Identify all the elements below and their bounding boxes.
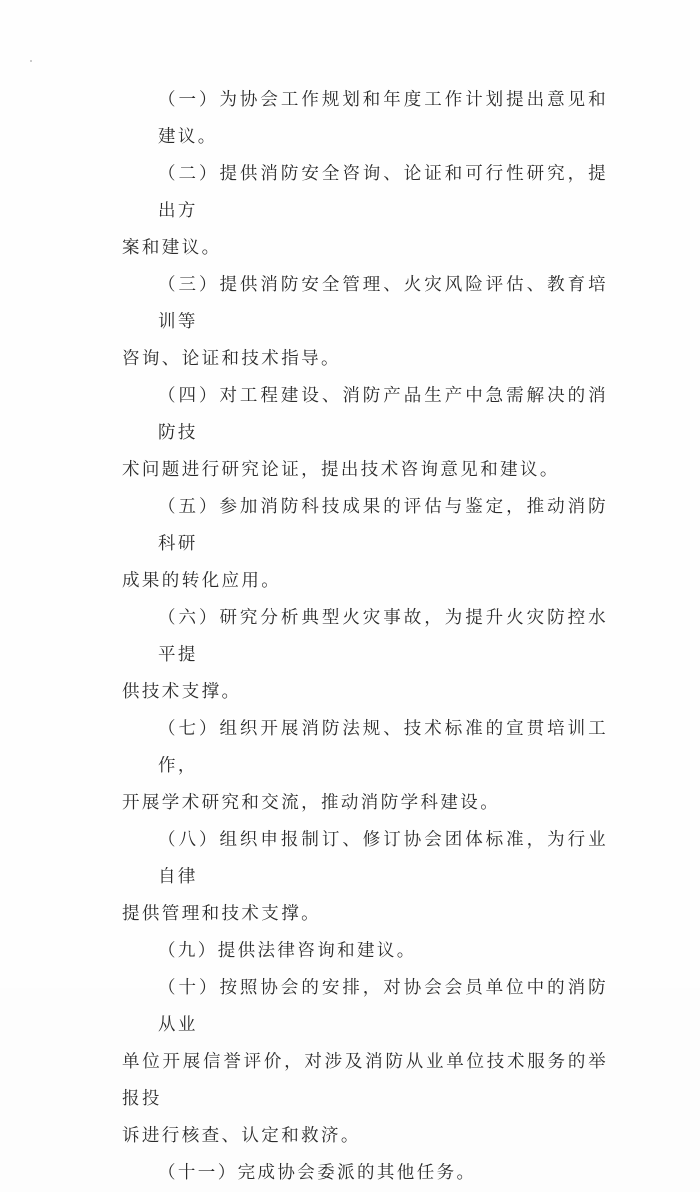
paragraph-line: 咨询、论证和技术指导。 xyxy=(122,349,341,369)
paragraph-line: 提供管理和技术支撑。 xyxy=(122,904,321,924)
paragraph-line: 诉进行核查、认定和救济。 xyxy=(122,1126,361,1146)
paragraph-line: （六）研究分析典型火灾事故，为提升火灾防控水平提 xyxy=(158,608,608,665)
paragraph-10 xyxy=(122,970,608,1155)
paragraph-line: （九）提供法律咨询和建议。 xyxy=(158,941,417,961)
paragraph-1 xyxy=(122,82,608,156)
paragraph-line: （五）参加消防科技成果的评估与鉴定，推动消防科研 xyxy=(158,497,608,554)
paragraph-line: （十）按照协会的安排，对协会会员单位中的消防从业 xyxy=(158,978,608,1035)
paragraph-9 xyxy=(122,933,608,970)
document-body xyxy=(122,82,608,1192)
paragraph-line: （一）为协会工作规划和年度工作计划提出意见和建议。 xyxy=(158,90,608,147)
paragraph-line: （八）组织申报制订、修订协会团体标准，为行业自律 xyxy=(158,830,608,887)
paragraph-line: 单位开展信誉评价，对涉及消防从业单位技术服务的举报投 xyxy=(122,1052,608,1109)
paragraph-6 xyxy=(122,600,608,711)
paragraph-line: （四）对工程建设、消防产品生产中急需解决的消防技 xyxy=(158,386,608,443)
paragraph-line: （三）提供消防安全管理、火灾风险评估、教育培训等 xyxy=(158,275,608,332)
paragraph-line: 成果的转化应用。 xyxy=(122,571,282,591)
paragraph-4 xyxy=(122,378,608,489)
paragraph-2 xyxy=(122,156,608,267)
paragraph-8 xyxy=(122,822,608,933)
paragraph-line: （十一）完成协会委派的其他任务。 xyxy=(158,1163,477,1183)
paragraph-line: （七）组织开展消防法规、技术标准的宣贯培训工作， xyxy=(158,719,608,776)
paragraph-line: 开展学术研究和交流，推动消防学科建设。 xyxy=(122,793,501,813)
scan-speck xyxy=(30,60,32,62)
paragraph-3 xyxy=(122,267,608,378)
paragraph-7 xyxy=(122,711,608,822)
paragraph-line: （二）提供消防安全咨询、论证和可行性研究，提出方 xyxy=(158,164,608,221)
paragraph-11 xyxy=(122,1155,608,1192)
paragraph-line: 案和建议。 xyxy=(122,238,222,258)
paragraph-5 xyxy=(122,489,608,600)
paragraph-line: 术问题进行研究论证，提出技术咨询意见和建议。 xyxy=(122,460,560,480)
paragraph-line: 供技术支撑。 xyxy=(122,682,242,702)
